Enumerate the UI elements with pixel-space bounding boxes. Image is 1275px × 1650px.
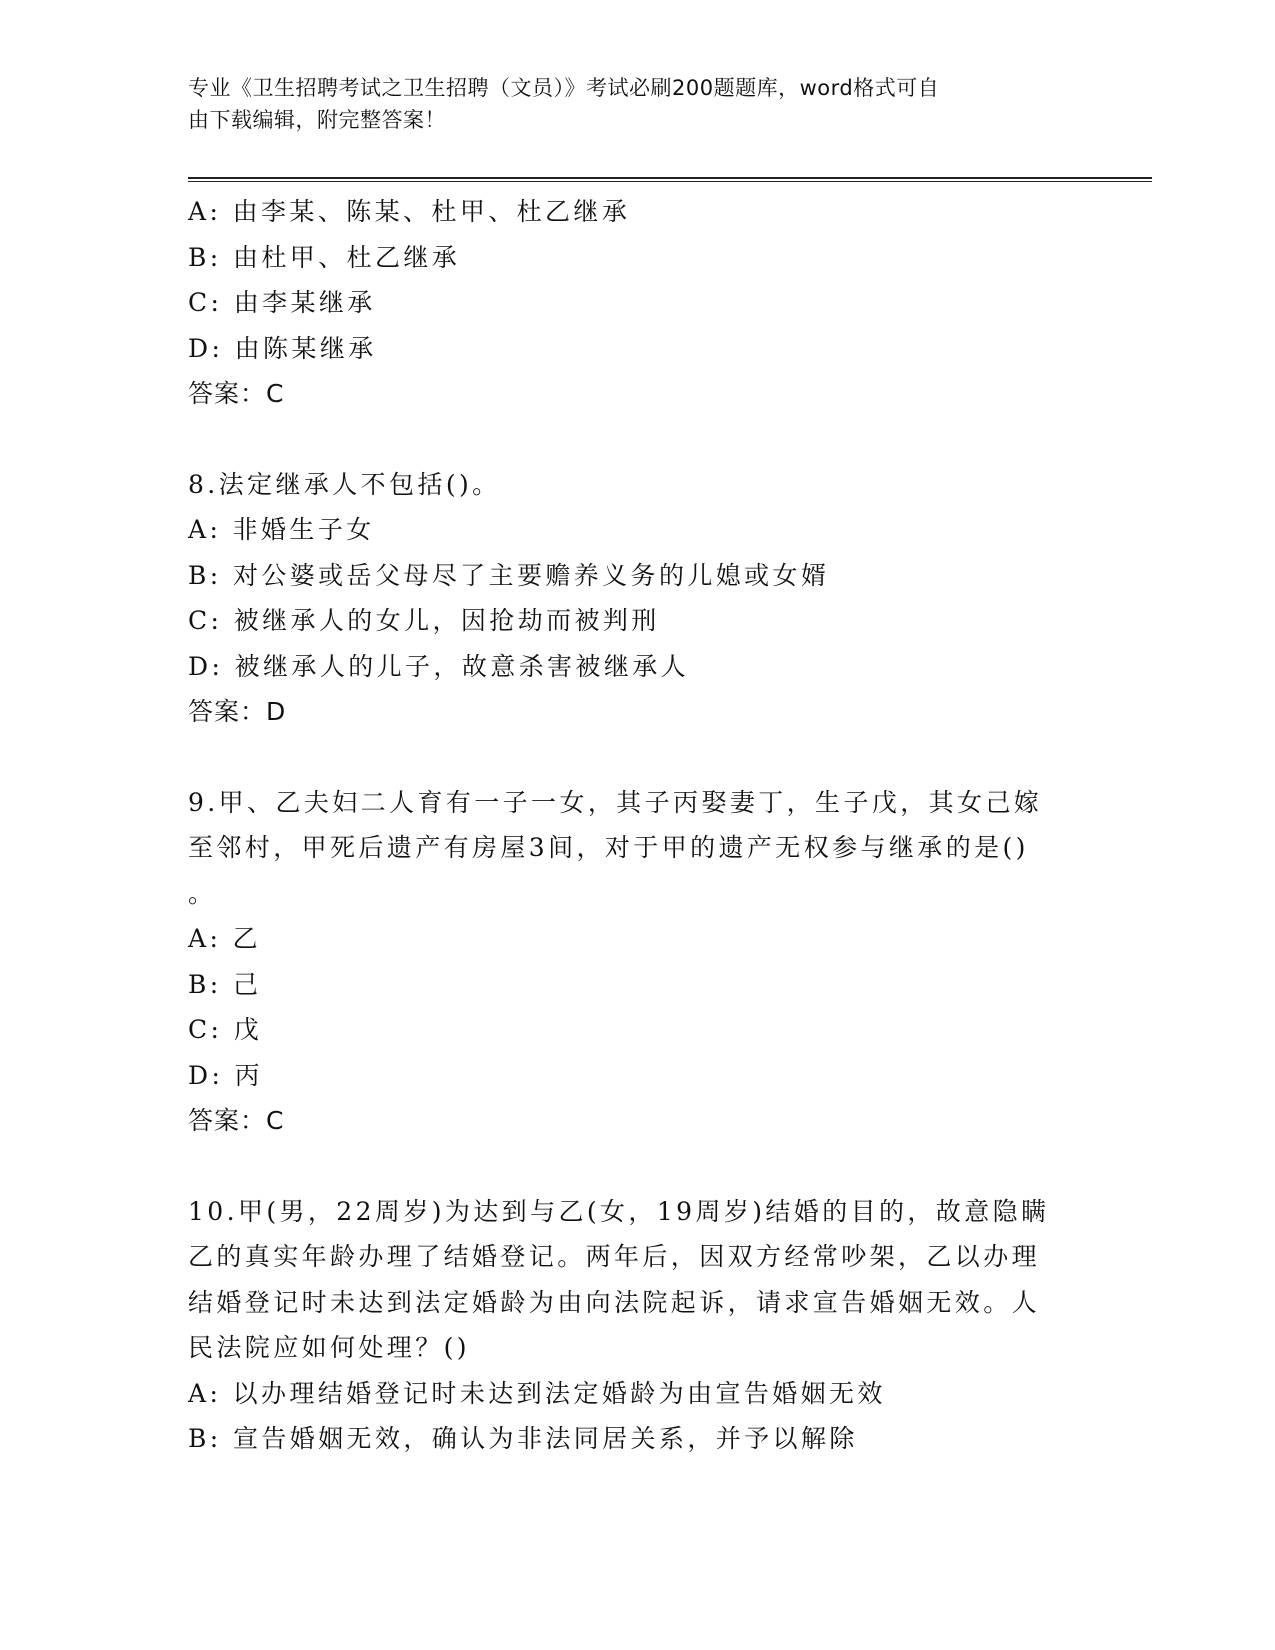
question-stem-line-2: 至邻村，甲死后遗产有房屋3间，对于甲的遗产无权参与继承的是() <box>188 833 1029 862</box>
option-b: B: 己 <box>188 969 262 999</box>
option-d: D: 丙 <box>188 1060 264 1090</box>
spacer <box>188 417 1088 462</box>
header-rule <box>188 177 1152 182</box>
spacer <box>188 1144 1088 1189</box>
question-8-block <box>188 462 1088 735</box>
question-stem-line-3: 结婚登记时未达到法定婚龄为由向法院起诉，请求宣告婚姻无效。人 <box>188 1287 1041 1317</box>
answer-line: 答案：C <box>188 1106 285 1135</box>
option-b: B: 由杜甲、杜乙继承 <box>188 242 461 272</box>
option-b: B: 对公婆或岳父母尽了主要赡养义务的儿媳或女婿 <box>188 560 830 590</box>
answer-line: 答案：D <box>188 697 287 726</box>
option-c: C: 由李某继承 <box>188 288 376 317</box>
question-7-block <box>188 189 1088 417</box>
option-a: A: 以办理结婚登记时未达到法定婚龄为由宣告婚姻无效 <box>188 1378 886 1408</box>
option-c: C: 被继承人的女儿，因抢劫而被判刑 <box>188 606 660 635</box>
question-stem-line-1: 10.甲(男，22周岁)为达到与乙(女，19周岁)结婚的目的，故意隐瞒 <box>188 1196 1050 1226</box>
answer-line: 答案：C <box>188 379 285 408</box>
question-stem-line-4: 民法院应如何处理？() <box>188 1333 470 1362</box>
option-b: B: 宣告婚姻无效，确认为非法同居关系，并予以解除 <box>188 1424 858 1453</box>
question-9-block <box>188 780 1088 1144</box>
spacer <box>188 735 1088 780</box>
header-line-2: 由下载编辑，附完整答案！ <box>188 108 446 132</box>
header-line-1: 专业《卫生招聘考试之卫生招聘（文员）》考试必刷200题题库，word格式可自 <box>188 76 940 100</box>
question-10-block <box>188 1189 1088 1462</box>
question-stem-line-3: 。 <box>188 878 217 908</box>
option-a: A: 非婚生子女 <box>188 515 375 544</box>
question-list <box>188 189 1088 1462</box>
option-d: D: 由陈某继承 <box>188 333 377 363</box>
option-c: C: 戊 <box>188 1015 263 1044</box>
question-stem-line-2: 乙的真实年龄办理了结婚登记。两年后，因双方经常吵架，乙以办理 <box>188 1242 1041 1271</box>
question-stem: 8.法定继承人不包括()。 <box>188 469 501 499</box>
page-header <box>188 72 1068 136</box>
option-d: D: 被继承人的儿子，故意杀害被继承人 <box>188 651 690 681</box>
option-a: A: 乙 <box>188 924 262 953</box>
option-a: A: 由李某、陈某、杜甲、杜乙继承 <box>188 197 631 226</box>
question-stem-line-1: 9.甲、乙夫妇二人育有一子一女，其子丙娶妻丁，生子戊，其女己嫁 <box>188 787 1043 817</box>
